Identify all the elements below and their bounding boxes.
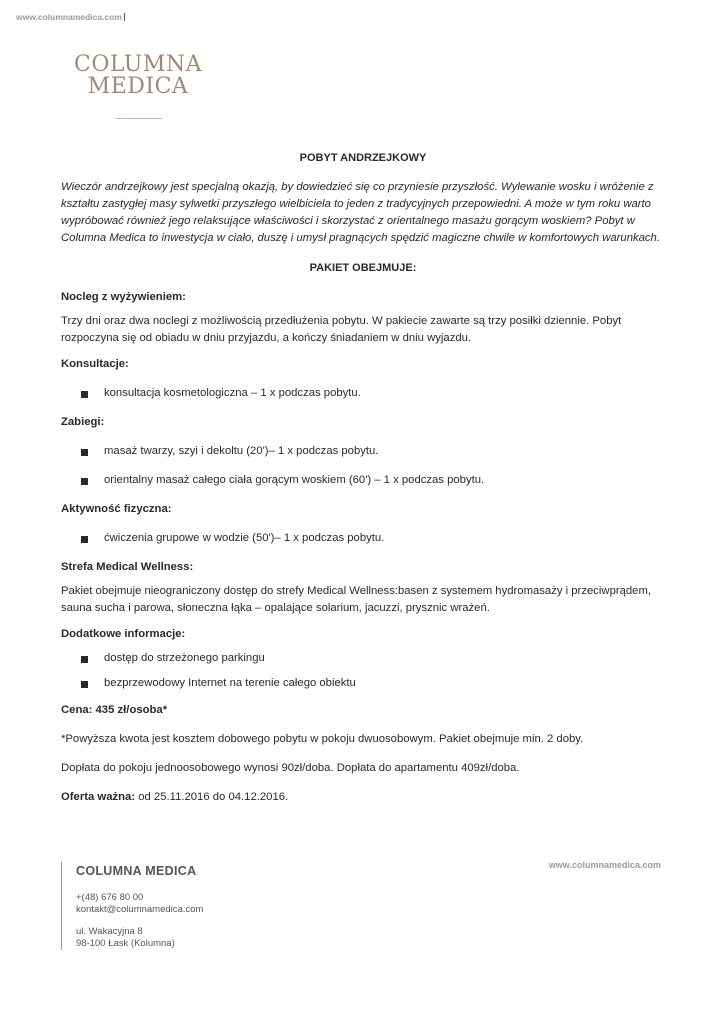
list-item	[61, 650, 665, 667]
surcharge-note: Dopłata do pokoju jednoosobowego wynosi 90zł/doba. Dopłata do apartamentu 409zł/doba.	[61, 762, 520, 774]
logo-line1: COLUMNA	[74, 52, 202, 77]
list-item-text: dostęp do strzeżonego parkingu	[104, 652, 265, 664]
list-item-text: masaż twarzy, szyi i dekoltu (20')– 1 x podczas pobytu.	[104, 445, 379, 457]
list-item	[61, 472, 665, 489]
bullet-icon	[81, 656, 88, 663]
bullet-icon	[81, 681, 88, 688]
footer-url[interactable]: www.columnamedica.com	[548, 860, 661, 870]
offer-label: Oferta ważna:	[61, 791, 136, 803]
text-cursor	[124, 13, 125, 21]
bullet-icon	[81, 536, 88, 543]
document-body	[61, 150, 665, 806]
footer-divider	[61, 862, 62, 950]
list-konsultacje	[61, 385, 665, 402]
section-text-nocleg: Trzy dni oraz dwa noclegi z możliwością przedłużenia pobytu. W pakiecie zawarte są trzy posiłki dziennie. Pobyt rozpoczyna się od obiadu w dniu przyjazdu, a kończy śniadaniem w dniu wyjazdu.	[61, 315, 622, 344]
list-item	[61, 675, 665, 692]
package-subtitle: PAKIET OBEJMUJE:	[309, 262, 417, 274]
offer-value: od 25.11.2016 do 04.12.2016.	[135, 791, 289, 803]
list-item-text: bezprzewodowy Internet na terenie całego obiektu	[104, 677, 356, 689]
list-aktywnosc	[61, 530, 665, 547]
header-url-text[interactable]: www.columnamedica.com	[16, 12, 122, 22]
price-note: *Powyższa kwota jest kosztem dobowego pobytu w pokoju dwuosobowym. Pakiet obejmuje min. 2 doby.	[61, 733, 584, 745]
logo-line2: MEDICA	[87, 74, 189, 99]
footer	[61, 862, 665, 952]
section-heading-aktywnosc: Aktywność fizyczna:	[61, 503, 172, 515]
footer-company-name: COLUMNA MEDICA	[76, 864, 197, 878]
bullet-icon	[81, 391, 88, 398]
logo-divider	[116, 118, 162, 119]
section-text-strefa: Pakiet obejmuje nieograniczony dostęp do strefy Medical Wellness:basen z systemem hydromasaży i przeciwprądem, sauna sucha i parowa, słoneczna łąka – opalające solarium, jacuzzi, prysznic wrażeń.	[61, 585, 652, 614]
list-zabiegi	[61, 443, 665, 489]
list-item-text: ćwiczenia grupowe w wodzie (50')– 1 x podczas pobytu.	[104, 532, 385, 544]
list-dodatkowe	[61, 650, 665, 692]
list-item-text: orientalny masaż całego ciała gorącym woskiem (60') – 1 x podczas pobytu.	[104, 474, 485, 486]
list-item	[61, 530, 665, 547]
footer-city: 98-100 Łask (Kolumna)	[76, 938, 175, 949]
list-item	[61, 443, 665, 460]
list-item-text: konsultacja kosmetologiczna – 1 x podczas pobytu.	[104, 387, 361, 399]
section-heading-konsultacje: Konsultacje:	[61, 358, 129, 370]
footer-street: ul. Wakacyjna 8	[76, 926, 143, 937]
header-url[interactable]	[16, 12, 125, 22]
list-item	[61, 385, 665, 402]
footer-email[interactable]: kontakt@columnamedica.com	[76, 904, 204, 915]
footer-phone[interactable]: +(48) 676 80 00	[76, 892, 144, 903]
section-heading-strefa: Strefa Medical Wellness:	[61, 561, 194, 573]
intro-paragraph: Wieczór andrzejkowy jest specjalną okazją, by dowiedzieć się co przyniesie przyszłość. Wylewanie wosku i wróżenie z kształtu zastygłej masy sylwetki przyszłego wielbiciela to jeden z tradycyjnych przepowiedni. A może w tym roku warto wypróbować również jego relaksujące właściwości i skorzystać z orientalnego masażu gorącym woskiem? Pobyt w Columna Medica to inwestycja w ciało, duszę i umysł pragnących spędzić magiczne chwile w komfortowych warunkach.	[61, 181, 660, 244]
price: Cena: 435 zł/osoba*	[61, 704, 168, 716]
offer-validity	[61, 789, 665, 806]
section-heading-nocleg: Nocleg z wyżywieniem:	[61, 291, 186, 303]
logo	[60, 54, 216, 98]
section-heading-zabiegi: Zabiegi:	[61, 416, 105, 428]
bullet-icon	[81, 478, 88, 485]
page-title: POBYT ANDRZEJKOWY	[299, 152, 427, 164]
section-heading-dodatkowe: Dodatkowe informacje:	[61, 628, 186, 640]
bullet-icon	[81, 449, 88, 456]
